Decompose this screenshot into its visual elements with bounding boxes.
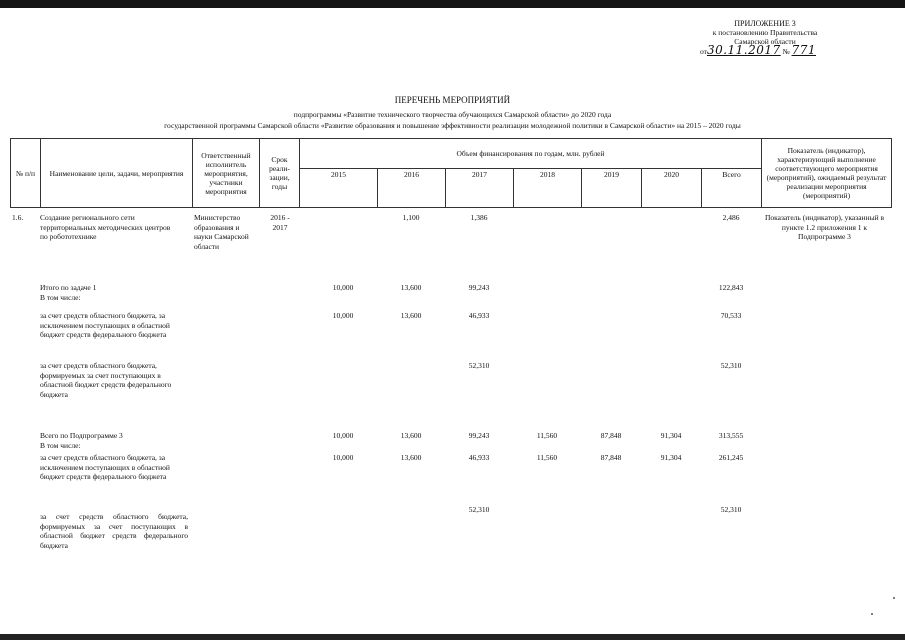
row-total: 2,486 — [722, 213, 740, 222]
row-name: за счет средств областного бюджета, формируемых за счет поступающих в областной бюджет средств федерального бюджета — [40, 512, 188, 550]
row-2017: 99,243 — [468, 431, 490, 440]
row-2015: 10,000 — [332, 283, 354, 292]
header-term: Срок реали-зации, годы — [260, 139, 300, 208]
row-2017: 52,310 — [468, 505, 490, 514]
row-2020: 91,304 — [660, 453, 682, 462]
row-name: Создание регионального сети территориальных методических центров по робототехнике — [40, 213, 171, 241]
table-header — [10, 138, 892, 208]
header-name: Наименование цели, задачи, мероприятия — [41, 139, 193, 208]
row-2020: 91,304 — [660, 431, 682, 440]
row-2015: 10,000 — [332, 311, 354, 320]
header-year-2018: 2018 — [514, 169, 582, 208]
row-name — [40, 431, 190, 450]
row-name-line2: В том числе: — [40, 440, 81, 450]
row-name-line2: В том числе: — [40, 292, 81, 302]
number-prefix: № — [782, 47, 790, 56]
header-year-2015: 2015 — [300, 169, 378, 208]
row-2017: 1,386 — [470, 213, 488, 222]
row-2016: 13,600 — [400, 311, 422, 320]
row-2016: 1,100 — [402, 213, 420, 222]
row-total: 261,245 — [718, 453, 744, 462]
appendix-title: ПРИЛОЖЕНИЕ 3 — [734, 19, 796, 28]
header-num: № п/п — [11, 139, 41, 208]
row-2016: 13,600 — [400, 283, 422, 292]
row-2015: 10,000 — [332, 431, 354, 440]
row-executor: Министерство образования и науки Самарской области — [194, 213, 249, 251]
header-year-2016: 2016 — [378, 169, 446, 208]
row-indicator: Показатель (индикатор), указанный в пункте 1.2 приложения 1 к Подпрограмме 3 — [764, 213, 885, 241]
row-2017: 46,933 — [468, 453, 490, 462]
scan-bottom-border — [0, 634, 905, 640]
row-total: 52,310 — [720, 361, 742, 370]
row-2016: 13,600 — [400, 431, 422, 440]
row-name: за счет средств областного бюджета, за исключением поступающих в областной бюджет средств федерального бюджета — [40, 311, 170, 339]
appendix-line2: Самарской области — [734, 37, 796, 46]
header-year-2017: 2017 — [446, 169, 514, 208]
row-2018: 11,560 — [536, 431, 558, 440]
appendix-block — [690, 19, 840, 56]
scan-speck — [893, 597, 895, 599]
appendix-signature-line — [700, 43, 840, 57]
row-2016: 13,600 — [400, 453, 422, 462]
row-name: за счет средств областного бюджета, за исключением поступающих в областной бюджет средств федерального бюджета — [40, 453, 170, 481]
row-total: 313,555 — [718, 431, 744, 440]
header-indicator: Показатель (индикатор), характеризующий выполнение соответствующего мероприятия (мероприятий), ожидаемый результат реализации мероприятия (мероприятий) — [762, 139, 892, 208]
row-name — [40, 283, 190, 302]
header-year-2020: 2020 — [642, 169, 702, 208]
header-total: Всего — [702, 169, 762, 208]
row-name-line1: Итого по задаче 1 — [40, 283, 97, 292]
row-num: 1.6. — [12, 213, 24, 222]
row-total: 122,843 — [718, 283, 744, 292]
date-prefix: от — [700, 47, 707, 56]
header-year-2019: 2019 — [582, 169, 642, 208]
row-2017: 99,243 — [468, 283, 490, 292]
header-financing: Объем финансирования по годам, млн. рублей — [300, 139, 762, 169]
row-total: 52,310 — [720, 505, 742, 514]
scan-top-border — [0, 0, 905, 8]
row-2018: 11,560 — [536, 453, 558, 462]
row-2019: 87,848 — [600, 431, 622, 440]
date-handwritten: 30.11.2017 — [706, 43, 781, 57]
appendix-line1: к постановлению Правительства — [712, 28, 818, 37]
row-name-line1: Всего по Подпрограмме 3 — [40, 431, 123, 440]
row-term: 2016 - 2017 — [270, 213, 290, 232]
document-title: ПЕРЕЧЕНЬ МЕРОПРИЯТИЙ — [394, 95, 511, 105]
document-subtitle-1: подпрограммы «Развитие технического творчества обучающихся Самарской области» до 2020 года — [293, 110, 612, 119]
document-subtitle-2: государственной программы Самарской области «Развитие образования и повышение эффективности реализации молодежной политики в Самарской области» на 2015 – 2020 годы — [164, 121, 741, 130]
number-handwritten: 771 — [791, 43, 816, 57]
row-2017: 46,933 — [468, 311, 490, 320]
row-2015: 10,000 — [332, 453, 354, 462]
row-2017: 52,310 — [468, 361, 490, 370]
header-executor: Ответственный исполнитель мероприятия, участники мероприятия — [193, 139, 260, 208]
row-2019: 87,848 — [600, 453, 622, 462]
scan-speck — [871, 613, 873, 615]
row-total: 70,533 — [720, 311, 742, 320]
row-name: за счет средств областного бюджета, формируемых за счет поступающих в областной бюджет средств федерального бюджета — [40, 361, 172, 399]
